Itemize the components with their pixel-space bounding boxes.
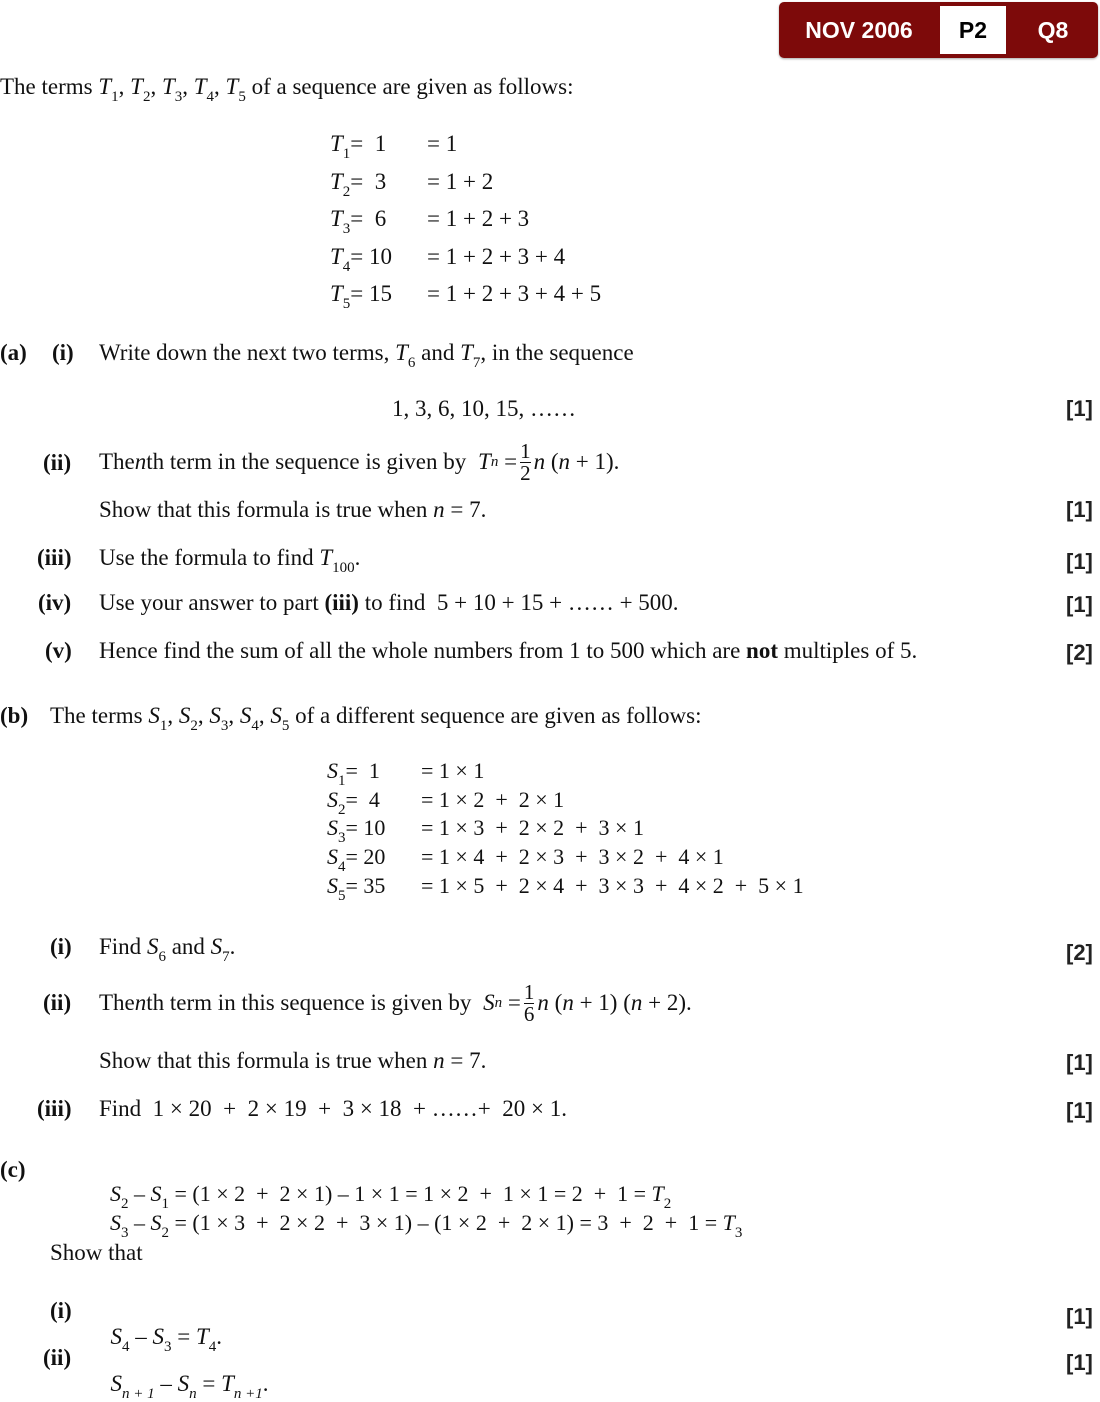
symbol: n [134, 990, 147, 1015]
symbol: S [110, 1371, 122, 1396]
term-symbol: T [330, 206, 343, 231]
term-symbol: S [327, 844, 338, 870]
separator: , [197, 703, 210, 728]
symbol: T [651, 1181, 664, 1206]
term-value: 1 [369, 131, 387, 156]
subscript: 2 [121, 1196, 129, 1212]
text: . [262, 1371, 269, 1396]
subscript: 2 [663, 1196, 672, 1212]
subscript: 1 [161, 1196, 169, 1212]
part-b-ii-label: (ii) [43, 990, 72, 1015]
text: multiples of 5. [777, 638, 918, 663]
text: th term in the sequence is given by [146, 449, 473, 474]
subscript: 3 [164, 1339, 172, 1355]
numerator: 1 [520, 438, 531, 463]
term-value: 35 [363, 872, 386, 898]
term-expansion: = 1 + 2 [427, 168, 494, 194]
term-expansion: = 1 × 4 + 2 × 3 + 3 × 2 + 4 × 1 [421, 844, 724, 870]
symbol: S [483, 990, 495, 1015]
paper-label: P2 [940, 6, 1006, 54]
term-symbol: S [327, 786, 338, 812]
term-subscript: 5 [238, 89, 246, 105]
text: = 7. [444, 1048, 487, 1073]
text: = (1 × 2 + 2 × 1) – 1 × 1 = 1 × 2 + 1 × 1 = 2 + 1 = [169, 1181, 652, 1206]
term-subscript: 1 [159, 718, 168, 734]
term-symbol: T [330, 281, 343, 306]
table-row [327, 786, 565, 818]
part-b-i-label: (i) [50, 934, 72, 959]
symbol: n [433, 497, 445, 522]
equals: = [350, 131, 370, 156]
question-number: Q8 [1037, 17, 1069, 43]
part-b-label: (b) [0, 703, 29, 728]
table-row [330, 243, 566, 275]
text: = [502, 990, 521, 1015]
symbol: n [433, 1048, 445, 1073]
separator: , [258, 703, 271, 728]
term-symbol: T [330, 131, 343, 156]
term-expansion: = 1 [427, 131, 458, 156]
text: th term in this sequence is given by [146, 990, 478, 1015]
intro-text-end: of a sequence are given as follows: [245, 74, 574, 99]
symbol: n [134, 449, 147, 474]
row-lhs [330, 243, 427, 275]
symbol: S [110, 1181, 121, 1206]
part-a-i-text [99, 340, 634, 371]
term-expansion: = 1 + 2 + 3 + 4 + 5 [427, 281, 602, 306]
term-subscript: 5 [338, 887, 346, 904]
table-row [327, 872, 804, 904]
symbol: n [558, 449, 570, 474]
term-subscript: 1 [338, 773, 346, 789]
subscript: 3 [734, 1225, 743, 1241]
term-symbol: S [239, 703, 252, 728]
part-b-ii-show [99, 1048, 486, 1074]
equals: = [350, 281, 370, 306]
term-subscript: 2 [142, 89, 151, 105]
question-header-badge [779, 2, 1098, 58]
text: and [165, 934, 211, 959]
marks-a-iii: [1] [1066, 549, 1093, 574]
term-expansion: = 1 + 2 + 3 [427, 206, 530, 231]
text: – [128, 1181, 151, 1206]
term-value: 10 [369, 243, 393, 269]
part-b-i-text [99, 934, 236, 965]
subscript: n [189, 1386, 197, 1402]
part-a-iv-label: (iv) [38, 590, 72, 615]
term-subscript: 2 [338, 801, 346, 818]
text: – [128, 1210, 151, 1235]
subscript: 6 [158, 949, 166, 965]
part-c-i-text [99, 1298, 223, 1355]
table-row [327, 815, 644, 847]
text: . [216, 1324, 223, 1349]
term-symbol: T [193, 74, 207, 99]
symbol: n [562, 990, 574, 1015]
part-b-intro [50, 703, 702, 734]
row-lhs [330, 131, 427, 162]
term-value: 6 [369, 206, 387, 231]
text: + 2). [642, 990, 692, 1015]
term-subscript: 4 [338, 859, 346, 876]
part-c-i-label: (i) [50, 1298, 72, 1323]
symbol: T [722, 1210, 735, 1235]
row-lhs [327, 758, 421, 789]
subscript: 100 [332, 560, 355, 576]
term-symbol: T [330, 243, 343, 269]
text: Show that this formula is true when [99, 497, 434, 522]
part-reference: (iii) [324, 590, 359, 615]
equals: = [345, 815, 364, 841]
symbol: n [533, 449, 546, 474]
show-that-label: Show that [50, 1240, 143, 1265]
term-subscript: 4 [251, 718, 259, 734]
term-subscript: 4 [206, 89, 215, 105]
part-b-iii-label: (iii) [37, 1096, 72, 1121]
term-value: 3 [369, 168, 387, 194]
symbol: n [537, 990, 549, 1015]
equals: = [345, 872, 364, 898]
equals: = [350, 206, 370, 231]
equals: = [345, 786, 364, 812]
table-row [330, 281, 602, 312]
symbol: T [478, 449, 491, 474]
table-row [330, 131, 458, 162]
subscript: 2 [161, 1225, 169, 1241]
term-subscript: 1 [342, 146, 351, 162]
intro-text: The terms [0, 74, 99, 99]
term-subscript: 3 [174, 89, 183, 105]
symbol: S [146, 934, 159, 959]
text: ( [545, 449, 559, 474]
text: = [171, 1324, 196, 1349]
part-b-ii-text: The n th term in this sequence is given by S n = $\frac{1}{6}$ n ( n + 1) ( n + 2). [99, 979, 692, 1026]
symbol: T [221, 1371, 234, 1396]
term-value: 1 [363, 758, 380, 783]
text: Show that this formula is true when [99, 1048, 434, 1073]
text: – [129, 1324, 153, 1349]
table-row [330, 206, 530, 237]
equals: = [350, 243, 370, 269]
term-expansion: = 1 × 5 + 2 × 4 + 3 × 3 + 4 × 2 + 5 × 1 [421, 872, 804, 898]
text: and [415, 340, 461, 365]
term-value: 15 [369, 281, 393, 306]
part-a-ii-show [99, 497, 486, 523]
term-subscript: 3 [342, 221, 351, 237]
marks-a-ii: [1] [1066, 497, 1093, 522]
term-symbol: T [330, 168, 343, 194]
intro-terms [148, 703, 290, 734]
numerator: 1 [523, 979, 535, 1004]
subscript: 6 [407, 355, 416, 371]
term-expansion: = 1 × 1 [421, 758, 485, 783]
sequence-display: 1, 3, 6, 10, 15, …… [392, 396, 576, 421]
term-symbol: S [270, 703, 282, 728]
part-c-ii-label: (ii) [43, 1345, 72, 1370]
denominator: 2 [520, 460, 531, 485]
part-b-iii-text: Find 1 × 20 + 2 × 19 + 3 × 18 + ……+ 20 × 1. [99, 1096, 567, 1121]
part-c-label: (c) [0, 1157, 26, 1182]
marks-a-i: [1] [1066, 396, 1093, 421]
text: Use your answer to part [99, 590, 325, 615]
part-a-i-label: (i) [52, 340, 74, 365]
term-symbol: S [327, 758, 338, 783]
text: , in the sequence [480, 340, 634, 365]
marks-a-iv: [1] [1066, 592, 1093, 617]
part-a-iv-text [99, 590, 679, 616]
part-a-iii-text [99, 545, 361, 576]
subscript: n +1 [233, 1386, 263, 1402]
text: . [354, 545, 361, 570]
term-symbol: S [327, 815, 338, 841]
part-a-v-text [99, 638, 917, 664]
subscript: 4 [208, 1339, 217, 1355]
text: + 1). [569, 449, 620, 474]
term-expansion: = 1 × 3 + 2 × 2 + 3 × 1 [421, 815, 644, 841]
term-subscript: 2 [342, 183, 351, 200]
text: = [498, 449, 518, 474]
row-lhs [330, 168, 427, 200]
text: + 1) ( [573, 990, 631, 1015]
symbol: T [460, 340, 473, 365]
symbol: S [210, 934, 223, 959]
term-subscript: 3 [338, 830, 346, 847]
subscript: 3 [121, 1225, 129, 1241]
text: . [229, 934, 236, 959]
term-symbol: T [130, 74, 143, 99]
equals: = [350, 168, 370, 194]
term-subscript: 3 [220, 718, 229, 734]
denominator: 6 [523, 1001, 535, 1026]
part-c-line-2 [99, 1184, 743, 1241]
text: of a different sequence are given as follows: [289, 703, 702, 728]
text: to find 5 + 10 + 15 + …… + 500. [358, 590, 679, 615]
symbol: n [630, 990, 643, 1015]
term-value: 4 [363, 786, 380, 812]
separator: , [214, 74, 226, 99]
term-subscript: 1 [111, 89, 119, 105]
symbol: S [150, 1210, 162, 1235]
text: The [99, 449, 135, 474]
equals: = [345, 758, 364, 783]
subscript: n + 1 [122, 1386, 155, 1402]
term-subscript: 5 [342, 296, 351, 312]
row-lhs [327, 844, 421, 876]
part-a-v-label: (v) [45, 638, 72, 663]
text: = [196, 1371, 222, 1396]
term-symbol: T [225, 74, 239, 99]
subscript: 7 [472, 355, 481, 371]
text: Use the formula to find [99, 545, 320, 570]
symbol: T [319, 545, 333, 570]
marks-b-ii: [1] [1066, 1050, 1093, 1075]
symbol: S [150, 1181, 162, 1206]
term-symbol: T [98, 74, 112, 99]
subscript: 4 [122, 1339, 130, 1355]
part-a-iii-label: (iii) [37, 545, 72, 570]
table-row [327, 844, 724, 876]
row-lhs [330, 206, 427, 237]
session-label: NOV 2006 [805, 17, 913, 43]
marks-b-iii: [1] [1066, 1098, 1093, 1123]
term-subscript: 2 [190, 718, 198, 734]
term-symbol: S [178, 703, 191, 728]
marks-b-i: [2] [1066, 940, 1093, 965]
intro-terms [98, 74, 246, 105]
text: The terms [50, 703, 149, 728]
text: Hence find the sum of all the whole numbers from 1 to 500 which are [99, 638, 747, 663]
text: ( [548, 990, 563, 1015]
term-subscript: 4 [342, 258, 351, 275]
text: Write down the next two terms, [99, 340, 396, 365]
table-row [330, 168, 494, 200]
text: Find [99, 934, 147, 959]
term-value: 20 [363, 844, 386, 870]
separator: , [150, 74, 162, 99]
symbol: S [152, 1324, 164, 1349]
fraction [520, 438, 531, 485]
separator: , [182, 74, 194, 99]
term-symbol: T [161, 74, 175, 99]
part-a-ii-text: The n th term in the sequence is given by T n = $\frac{1}{2}$ n ( n + 1). [99, 438, 620, 485]
symbol: T [395, 340, 408, 365]
separator: , [118, 74, 131, 99]
term-symbol: S [148, 703, 160, 728]
emphasis: not [746, 638, 778, 663]
intro-sentence [0, 74, 574, 105]
equals: = [345, 844, 364, 870]
subscript: 7 [222, 949, 230, 965]
part-c-ii-text [99, 1345, 269, 1402]
row-lhs [327, 815, 421, 847]
term-expansion: = 1 × 2 + 2 × 1 [421, 786, 565, 812]
term-subscript: 5 [281, 718, 290, 734]
row-lhs [327, 786, 421, 818]
term-value: 10 [363, 815, 386, 841]
text: The [99, 990, 135, 1015]
term-symbol: S [209, 703, 221, 728]
symbol: T [195, 1324, 209, 1349]
marks-c-ii: [1] [1066, 1350, 1093, 1375]
row-lhs [327, 872, 421, 904]
symbol: S [177, 1371, 190, 1396]
term-expansion: = 1 + 2 + 3 + 4 [427, 243, 566, 269]
text: = (1 × 3 + 2 × 2 + 3 × 1) – (1 × 2 + 2 × 1) = 3 + 2 + 1 = [169, 1210, 723, 1235]
text: – [154, 1371, 178, 1396]
part-a-label: (a) [0, 340, 27, 365]
marks-a-v: [2] [1066, 640, 1093, 665]
part-a-ii-label: (ii) [43, 450, 72, 475]
fraction [523, 979, 535, 1026]
row-lhs [330, 281, 427, 312]
text: = 7. [444, 497, 487, 522]
symbol: S [110, 1324, 122, 1349]
marks-c-i: [1] [1066, 1304, 1093, 1329]
term-symbol: S [327, 872, 338, 898]
separator: , [167, 703, 179, 728]
separator: , [228, 703, 240, 728]
symbol: S [110, 1210, 121, 1235]
table-row [327, 758, 485, 789]
